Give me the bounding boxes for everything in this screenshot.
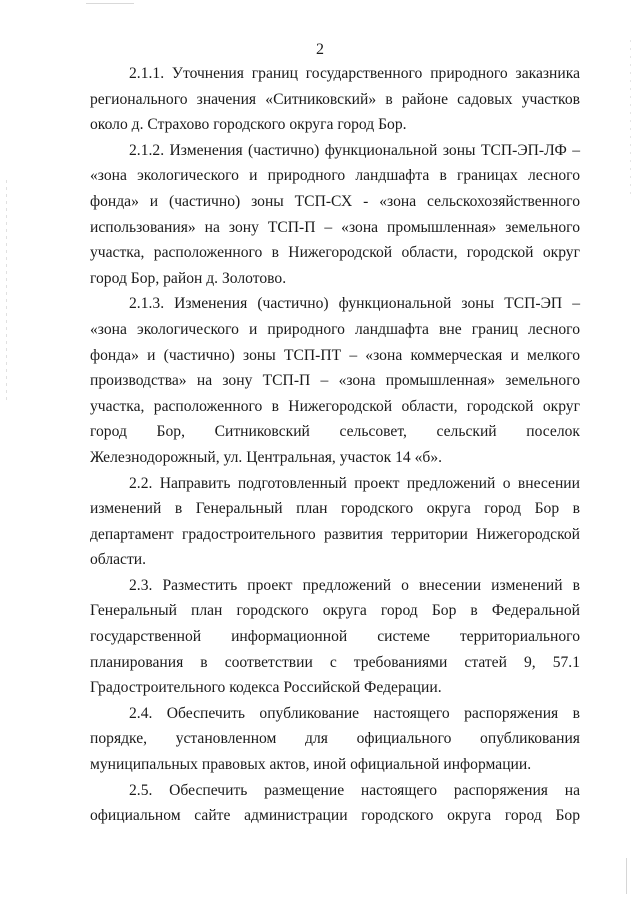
paragraph-2-3: 2.3. Разместить проект предложений о внесении изменений в Генеральный план городского округа город Бор в Федеральной государственной информационной системе территориального планирования в соответствии с требованиями статей 9, 57.1 Градостроительного кодекса Российской Федерации.: [90, 576, 580, 697]
scan-artifact-left: [6, 180, 7, 400]
paragraph-2-1-1: 2.1.1. Уточнения границ государственного природного заказника регионального значения «Ситниковский» в районе садовых участков около д. Страхово городского округа город Бор.: [90, 65, 580, 134]
paragraph-2-4: 2.4. Обеспечить опубликование настоящего распоряжения в порядке, установленном для официального опубликования муниципальных правовых актов, иной официальной информации.: [90, 704, 580, 774]
document-body: [90, 61, 580, 829]
paragraph-2-1-3: 2.1.3. Изменения (частично) функциональной зоны ТСП-ЭП – «зона экологического и природного ландшафта вне границ лесного фонда» и (частично) зоны ТСП-ПТ – «зона коммерческая и мелкого производства» на зону ТСП-П – «зона промышленная» земельного участка, расположенного в Нижегородской области, городской округ город Бор, Ситниковский сельсовет, сельский поселок Железнодорожный, ул. Центральная, участок 14 «б».: [90, 295, 580, 466]
paragraph-2-5: 2.5. Обеспечить размещение настоящего распоряжения на официальном сайте администрации городского округа город Бор: [90, 781, 580, 825]
paragraph-2-2: 2.2. Направить подготовленный проект предложений о внесении изменений в Генеральный план городского округа город Бор в департамент градостроительного развития территории Нижегородской области.: [90, 474, 580, 569]
scan-artifact-bottom: [626, 858, 627, 894]
page-number: 2: [316, 41, 324, 58]
paragraph-2-1-2: 2.1.2. Изменения (частично) функциональной зоны ТСП-ЭП-ЛФ – «зона экологического и природного ландшафта в границах лесного фонда» и (частично) зоны ТСП-СХ - «зона сельскохозяйственного использования» на зону ТСП-П – «зона промышленная» земельного участка, расположенного в Нижегородской области, городской округ город Бор, район д. Золотово.: [90, 141, 580, 287]
scan-artifact-right: [630, 40, 631, 200]
scan-artifact-top: [86, 3, 134, 4]
